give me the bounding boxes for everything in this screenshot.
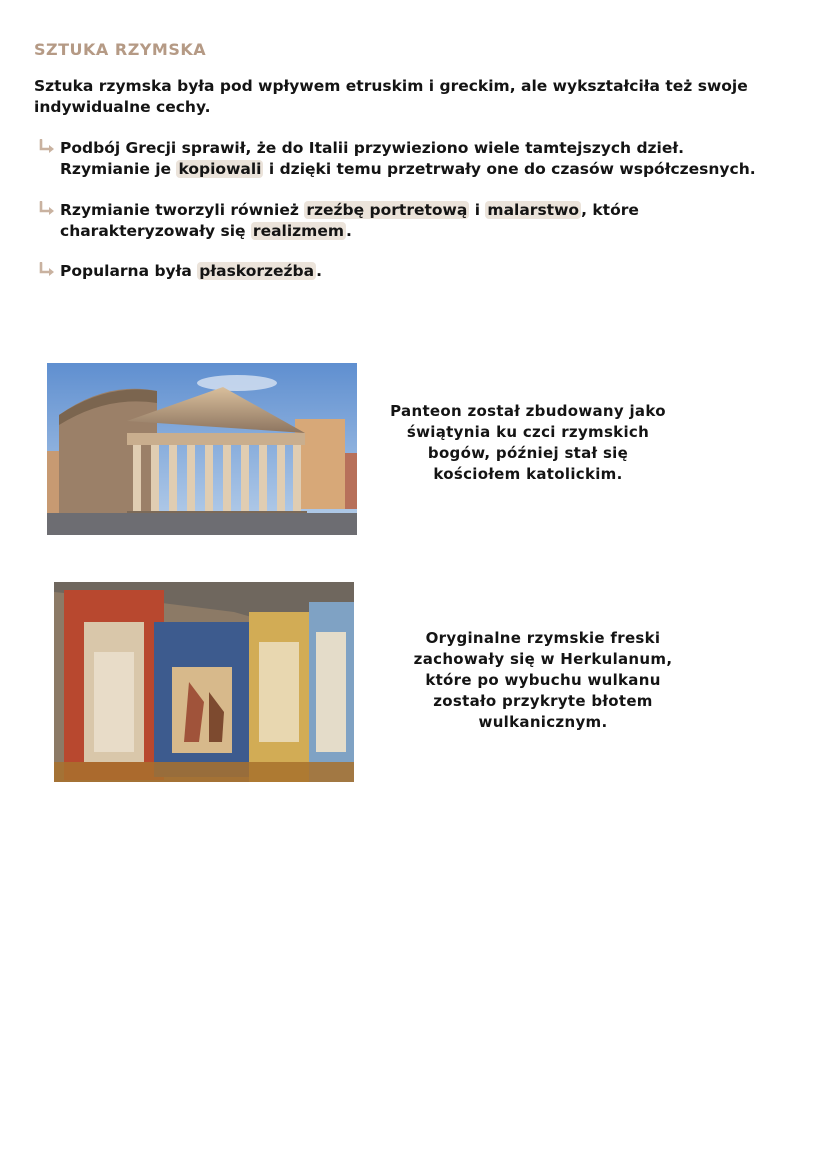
- arrow-right-icon: [38, 201, 56, 217]
- pantheon-photo: [47, 363, 357, 535]
- herculaneum-fresco-photo: [54, 582, 354, 782]
- highlight: kopiowali: [178, 160, 262, 178]
- bullet-text: i dzięki temu przetrwały one do czasów współczesnych.: [263, 160, 756, 178]
- highlight: realizmem: [252, 222, 344, 240]
- fresco-caption: Oryginalne rzymskie freski zachowały się w Herkulanum, które po wybuchu wulkanu zostało przykryte błotem wulkanicznym.: [413, 629, 673, 731]
- highlight: płaskorzeźba: [199, 262, 315, 280]
- bullet-item: [38, 200, 778, 242]
- bullet-text: Rzymianie tworzyli również: [60, 201, 305, 219]
- page-title: SZTUKA RZYMSKA: [34, 40, 207, 59]
- bullet-text: Podbój Grecji sprawił, że do Italii przywieziono wiele tamtejszych dzieł. Rzymianie je: [60, 139, 685, 178]
- arrow-right-icon: [38, 139, 56, 155]
- bullet-item: [38, 138, 778, 180]
- bullet-text: Popularna była: [60, 262, 198, 280]
- bullet-text: , które charakteryzowały się: [60, 201, 639, 240]
- highlight: rzeźbę portretową: [306, 201, 468, 219]
- bullet-item: [38, 261, 778, 282]
- highlight: malarstwo: [487, 201, 580, 219]
- arrow-right-icon: [38, 262, 56, 278]
- intro-paragraph: Sztuka rzymska była pod wpływem etruskim i greckim, ale wykształciła też swoje indywidualne cechy.: [34, 77, 748, 116]
- bullet-text: .: [346, 222, 352, 240]
- bullet-text: i: [469, 201, 486, 219]
- pantheon-caption: Panteon został zbudowany jako świątynia ku czci rzymskich bogów, później stał się kościołem katolickim.: [390, 402, 666, 483]
- bullet-text: .: [316, 262, 322, 280]
